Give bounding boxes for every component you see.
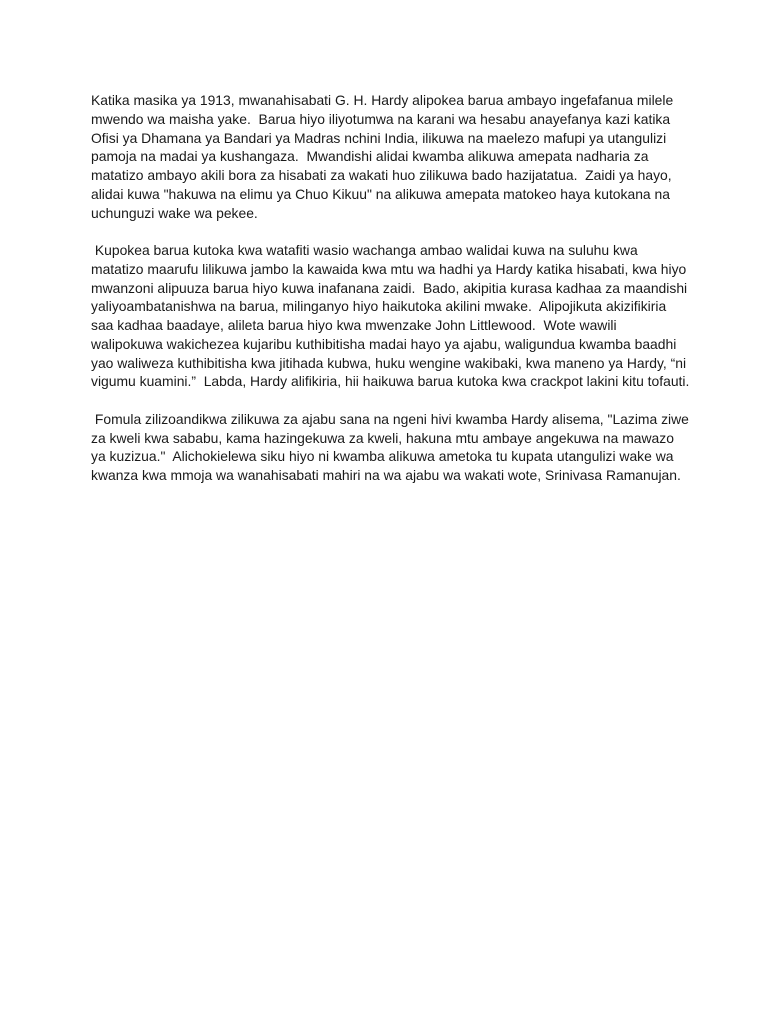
paragraph-1: Katika masika ya 1913, mwanahisabati G. H. Hardy alipokea barua ambayo ingefafanua milele mwendo wa maisha yake. Barua hiyo iliyotumwa na karani wa hesabu anayefanya kazi katika Ofisi ya Dhamana ya Bandari ya Madras nchini India, ilikuwa na maelezo mafupi ya utangulizi pamoja na madai ya kushangaza. Mwandishi alidai kwamba alikuwa amepata nadharia za matatizo ambayo akili bora za hisabati za wakati huo zilikuwa bado hazijatatua. Zaidi ya hayo, alidai kuwa "hakuwa na elimu ya Chuo Kikuu" na alikuwa amepata matokeo haya kutokana na uchunguzi wake wa pekee. <box>91 92 678 221</box>
paragraph-3: Fomula zilizoandikwa zilikuwa za ajabu sana na ngeni hivi kwamba Hardy alisema, "Lazima ziwe za kweli kwa sababu, kama hazingekuwa za kweli, hakuna mtu ambaye angekuwa na mawazo ya kuzizua." Alichokielewa siku hiyo ni kwamba alikuwa ametoka tu kupata utangulizi wake wa kwanza kwa mmoja wa wanahisabati mahiri na wa ajabu wa wakati wote, Srinivasa Ramanujan. <box>91 410 693 483</box>
paragraph-2: Kupokea barua kutoka kwa watafiti wasio wachanga ambao walidai kuwa na suluhu kwa matatizo maarufu lilikuwa jambo la kawaida kwa mtu wa hadhi ya Hardy katika hisabati, kwa hiyo mwanzoni alipuuza barua hiyo kuwa inafanana zaidi. Bado, akipitia kurasa kadhaa za maandishi yaliyoambatanishwa na barua, milinganyo hiyo haikutoka akilini mwake. Alipojikuta akizifikiria saa kadhaa baadaye, alileta barua hiyo kwa mwenzake John Littlewood. Wote wawili walipokuwa wakichezea kujaribu kuthibitisha madai hayo ya ajabu, waligundua kwamba baadhi yao waliweza kuthibitisha kwa jitihada kubwa, huku wengine wakibaki, kwa maneno ya Hardy, “ni vigumu kuamini.” Labda, Hardy alifikiria, hii haikuwa barua kutoka kwa crackpot lakini kitu tofauti. <box>91 242 691 390</box>
document-body <box>91 91 691 485</box>
